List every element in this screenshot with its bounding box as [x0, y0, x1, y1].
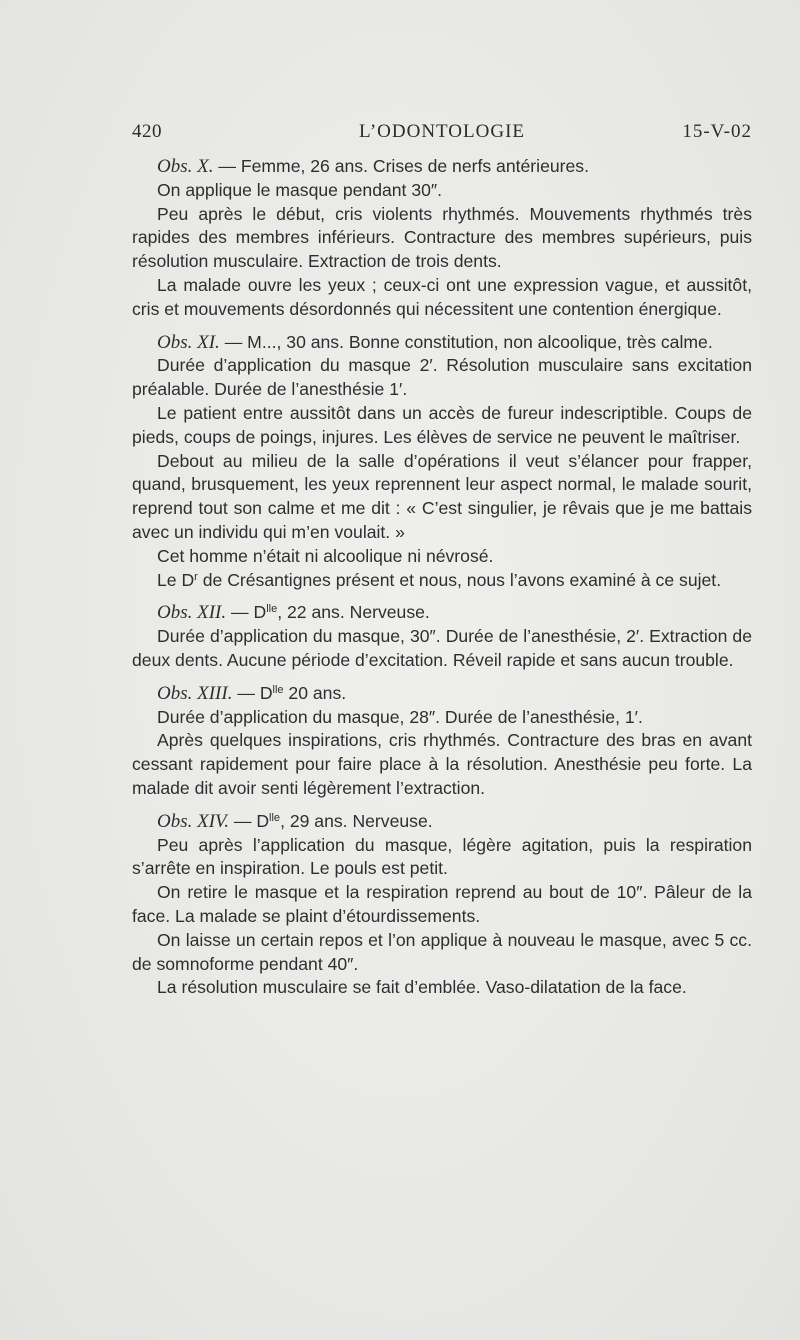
paragraph: Durée d’application du masque, 30″. Durée de l’anesthésie, 2′. Extraction de deux dents. Aucune période d’excitation. Réveil rapide et sans aucun trouble. [132, 626, 752, 670]
paragraph: Debout au milieu de la salle d’opérations il veut s’élancer pour frapper, quand, brusquement, les yeux reprennent leur aspect normal, le malade sourit, reprend tout son calme et me dit : « C’est singulier, je rêvais que je me battais avec un individu qui m’en voulait. » [132, 450, 752, 542]
observation-label: Obs. XI. [157, 331, 220, 353]
observation-label: Obs. X. [157, 156, 214, 177]
text-fragment: — D [226, 602, 267, 623]
paragraph [132, 682, 752, 706]
superscript: lle [272, 683, 284, 696]
observation-xiii [132, 682, 752, 801]
paragraph: Peu après l’application du masque, légère agitation, puis la respiration s’arrête en inspiration. Le pouls est petit. [132, 834, 752, 879]
observation-label: Obs. XII. [157, 602, 227, 624]
observation-xiv [132, 810, 752, 1000]
running-header [132, 121, 752, 145]
paragraph: Peu après le début, cris violents rhythmés. Mouvements rhythmés très rapides des membres inférieurs. Contracture des membres supérieurs, puis résolution musculaire. Extraction de trois dents. [132, 203, 752, 272]
paragraph [132, 601, 752, 625]
paragraph: Durée d’application du masque, 28″. Durée de l’anesthésie, 1′. [157, 706, 643, 727]
text-fragment: de Crésantignes présent et nous, nous l’avons examiné à ce sujet. [197, 569, 722, 590]
observation-x [132, 155, 752, 322]
paragraph: Cet homme n’était ni alcoolique ni névrosé. [157, 545, 494, 566]
journal-title: L’ODONTOLOGIE [358, 121, 526, 142]
text-fragment: , 22 ans. Nerveuse. [277, 602, 430, 623]
paragraph: La résolution musculaire se fait d’emblée. Vaso-dilatation de la face. [157, 977, 687, 998]
observation-label: Obs. XIII. [157, 682, 233, 704]
observation-heading-text: — Femme, 26 ans. Crises de nerfs antérieures. [213, 156, 589, 176]
paragraph [132, 155, 752, 179]
observation-xi [132, 331, 752, 593]
article-body [132, 155, 752, 1009]
paragraph: La malade ouvre les yeux ; ceux-ci ont une expression vague, et aussitôt, cris et mouvements désordonnés qui nécessitent une contention énergique. [132, 274, 752, 319]
text-fragment: Le D [157, 569, 195, 590]
observation-label: Obs. XIV. [157, 810, 229, 832]
issue-date: 15-V-02 [682, 121, 752, 142]
paragraph: Après quelques inspirations, cris rhythmés. Contracture des bras en avant cessant rapidement pour faire place à la résolution. Anesthésie peu forte. La malade dit avoir senti légèrement l’extraction. [132, 730, 752, 798]
superscript: r [194, 570, 198, 583]
paragraph: On applique le masque pendant 30″. [157, 179, 443, 200]
paragraph: On laisse un certain repos et l’on applique à nouveau le masque, avec 5 cc. de somnoforme pendant 40″. [132, 929, 752, 974]
observation-heading-text: — M..., 30 ans. Bonne constitution, non alcoolique, très calme. [219, 331, 713, 352]
text-fragment: 20 ans. [283, 682, 347, 703]
superscript: lle [269, 811, 281, 824]
paragraph: Le patient entre aussitôt dans un accès de fureur indescriptible. Coups de pieds, coups de poings, injures. Les élèves de service ne peuvent le maîtriser. [132, 402, 752, 447]
paragraph: On retire le masque et la respiration reprend au bout de 10″. Pâleur de la face. La malade se plaint d’étourdissements. [132, 882, 752, 926]
text-fragment: — D [232, 682, 273, 703]
paragraph [132, 331, 752, 355]
paragraph: Durée d’application du masque 2′. Résolution musculaire sans excitation préalable. Durée de l’anesthésie 1′. [132, 355, 752, 400]
paragraph [132, 569, 752, 593]
text-fragment: , 29 ans. Nerveuse. [280, 810, 433, 831]
paragraph [132, 810, 752, 834]
text-fragment: — D [228, 810, 270, 831]
superscript: lle [266, 603, 278, 616]
observation-xii [132, 601, 752, 672]
page-number: 420 [132, 121, 162, 142]
